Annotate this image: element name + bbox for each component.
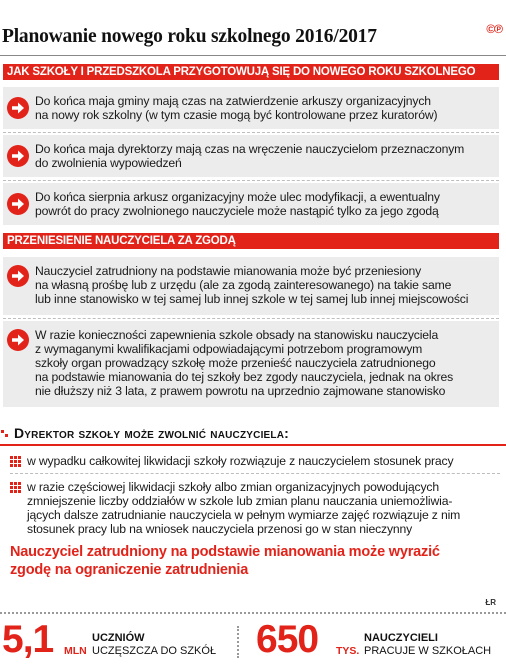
author-credit: ŁR [485, 598, 496, 607]
section-heading-dismissal [0, 425, 506, 443]
arrow-right-circle-icon [7, 265, 29, 287]
stats-divider [0, 612, 506, 614]
stat-unit: TYS. [336, 645, 360, 657]
stat-sublabel: UCZĘSZCZA DO SZKÓŁ [92, 645, 217, 657]
section-heading-text: Dyrektor szkoły może zwolnić nauczyciela: [14, 425, 290, 441]
list-item [3, 257, 499, 315]
stat-students [0, 620, 235, 664]
divider [3, 132, 499, 133]
list-item [3, 87, 499, 129]
item-text: W razie konieczności zapewnienia szkole obsady na stanowisku nauczyciela z wymaganymi kwalifikacjami odpowiadającymi potrzebom programowym szkoły organ prowadzący szkołę może przenieść nauczyciela zatrudnionego na podstawie mianowania do tej szkoły bez zgody nauczyciela, jednak na okres nie dłuższy niż 3 lata, z prawem powrotu na uprzednio zajmowane stanowisko [35, 328, 454, 398]
page-title: Planowanie nowego roku szkolnego 2016/2017 [2, 26, 377, 47]
square-bullet-icon [1, 430, 8, 437]
highlight-note: Nauczyciel zatrudniony na podstawie mianowania może wyrazić zgodę na ograniczenie zatrudnienia [10, 544, 440, 578]
title-divider [0, 55, 506, 56]
brand-logo: ©℗ [486, 22, 502, 36]
list-item [3, 135, 499, 177]
stat-number: 650 [256, 618, 319, 661]
stat-sublabel: PRACUJE W SZKOŁACH [364, 645, 492, 657]
bullet-item: w wypadku całkowitej likwidacji szkoły rozwiązuje z nauczycielem stosunek pracy [27, 454, 454, 468]
list-item [3, 183, 499, 225]
stat-unit: MLN [64, 645, 87, 657]
section-divider [0, 444, 506, 446]
stat-label: NAUCZYCIELI [364, 632, 438, 644]
list-item [3, 321, 499, 407]
section-heading-transfer: PRZENIESIENIE NAUCZYCIELA ZA ZGODĄ [3, 233, 499, 249]
stat-label: UCZNIÓW [92, 632, 145, 644]
grid-square-icon [10, 456, 21, 467]
stats-separator [237, 626, 239, 658]
stat-teachers [256, 620, 506, 664]
title-row [0, 0, 506, 50]
section-heading-preparation: JAK SZKOŁY I PRZEDSZKOLA PRZYGOTOWUJĄ SIĘ DO NOWEGO ROKU SZKOLNEGO [3, 64, 499, 80]
arrow-right-circle-icon [7, 193, 29, 215]
item-text: Do końca maja gminy mają czas na zatwierdzenie arkuszy organizacyjnych na nowy rok szkolny (w tym czasie mogą być kontrolowane przez kuratorów) [35, 94, 438, 122]
bullet-item: w razie częściowej likwidacji szkoły albo zmian organizacyjnych powodujących zmniejszenie liczby oddziałów w szkole lub zmian planu nauczania uniemożliwia- jących dalsze zatrudnianie nauczyciela w pełnym wymiarze zajęć rozwiązuje z nim stosunek pracy lub na wniosek nauczyciela przenosi go w stan nieczynny [27, 480, 461, 536]
arrow-right-circle-icon [7, 145, 29, 167]
arrow-right-circle-icon [7, 97, 29, 119]
stat-number: 5,1 [2, 618, 54, 661]
item-text: Do końca maja dyrektorzy mają czas na wręczenie nauczycielom przeznaczonym do zwolnienia wypowiedzeń [35, 142, 465, 170]
divider [3, 180, 499, 181]
item-text: Do końca sierpnia arkusz organizacyjny może ulec modyfikacji, a ewentualny powrót do pracy zwolnionego nauczyciele może nastąpić tylko za jego zgodą [35, 190, 440, 218]
item-text: Nauczyciel zatrudniony na podstawie mianowania może być przeniesiony na własną prośbę lub z urzędu (ale za zgodą zainteresowanego) na takie same lub inne stanowisko w tej samej lub innej szkole w tej samej lub innej miejscowości [35, 264, 469, 306]
divider [3, 318, 499, 319]
grid-square-icon [10, 482, 21, 493]
divider [10, 473, 500, 474]
arrow-right-circle-icon [7, 329, 29, 351]
